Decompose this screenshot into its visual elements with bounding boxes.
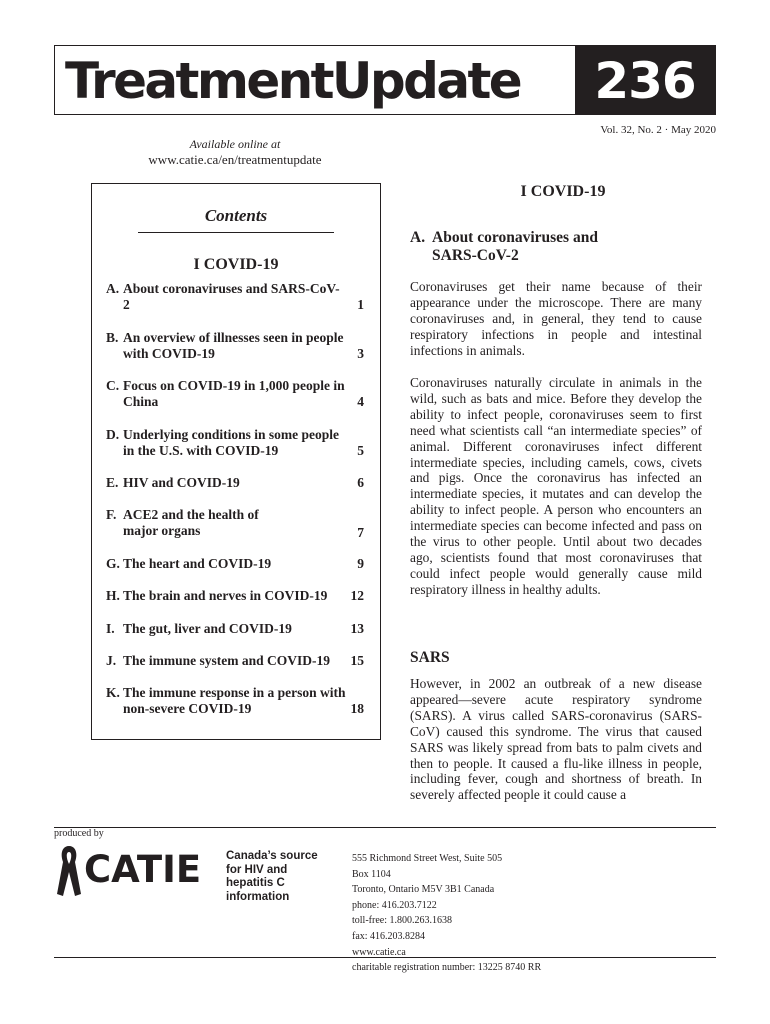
toc-item-letter: H. <box>106 588 120 603</box>
masthead <box>54 45 716 115</box>
toc-item-letter: G. <box>106 556 120 571</box>
article-subheading-text: About coronaviruses and SARS-CoV-2 <box>432 229 598 264</box>
produced-by-label: produced by <box>54 828 104 839</box>
toc-item-text: Focus on COVID-19 in 1,000 people in China <box>123 378 345 409</box>
article-paragraph-3: However, in 2002 an outbreak of a new disease appeared—severe acute respiratory syndrome (SARS). A virus called SARS-coronavirus (SARS-CoV) caused this syndrome. The virus that caused SARS was likely spread from bats to palm civets and then to people. It caused a flu-like illness in people, including fever, cough and shortness of breath. In severely affected people it could cause a <box>410 676 702 803</box>
catie-tagline: Canada’s source for HIV and hepatitis C information <box>226 850 318 903</box>
article-paragraph-1: Coronaviruses get their name because of their appearance under the microscope. There are many coronaviruses and, in general, they tend to cause respiratory infections in people and intestinal infections in animals. <box>410 279 702 358</box>
article-section-heading: I COVID-19 <box>520 183 606 200</box>
toc-item-page: 1 <box>357 297 364 312</box>
toc-item-text: An overview of illnesses seen in people with COVID-19 <box>123 330 344 361</box>
awareness-ribbon-icon <box>54 842 84 902</box>
contents-section-title: I COVID-19 <box>193 256 279 273</box>
address-line: 555 Richmond Street West, Suite 505 <box>352 853 503 864</box>
toc-item-text: The immune response in a person with non-severe COVID-19 <box>123 685 346 716</box>
toc-item-page: 13 <box>350 621 364 636</box>
volume-info: Vol. 32, No. 2 · May 2020 <box>600 124 716 136</box>
toc-item-page: 9 <box>357 556 364 571</box>
available-online-label: Available online at <box>189 137 281 151</box>
toc-item-text: The heart and COVID-19 <box>123 556 272 571</box>
toc-item-page: 5 <box>357 443 364 458</box>
toc-item-text: About coronaviruses and SARS-CoV-2 <box>123 281 340 312</box>
contents-heading: Contents <box>204 206 268 225</box>
toc-item-letter: B. <box>106 330 119 345</box>
article-subheading-letter: A. <box>410 229 426 246</box>
toc-item-letter: C. <box>106 378 120 393</box>
toc-item-text: The immune system and COVID-19 <box>123 653 331 668</box>
online-url[interactable]: www.catie.ca/en/treatmentupdate <box>148 152 322 167</box>
toc-item-letter: F. <box>106 507 117 522</box>
toc-item-letter: A. <box>106 281 120 296</box>
address-line: Toronto, Ontario M5V 3B1 Canada <box>352 884 495 896</box>
toll-free-line: toll-free: 1.800.263.1638 <box>352 915 452 927</box>
contents-divider <box>138 232 334 233</box>
catie-logo <box>54 842 214 902</box>
toc-item-page: 12 <box>350 588 364 603</box>
charity-number: charitable registration number: 13225 8740 RR <box>352 962 542 974</box>
toc-item-letter: I. <box>106 621 115 636</box>
toc-item-page: 18 <box>350 701 364 716</box>
toc-item-letter: J. <box>106 653 117 668</box>
toc-item-page: 6 <box>357 475 364 490</box>
toc-item-text: Underlying conditions in some people in the U.S. with COVID-19 <box>123 427 340 458</box>
toc-item-text: HIV and COVID-19 <box>123 475 240 490</box>
toc-item-text: The gut, liver and COVID-19 <box>123 621 292 636</box>
toc-item-page: 7 <box>357 525 364 540</box>
issue-number-box <box>575 46 715 114</box>
publication-title: TreatmentUpdate <box>65 52 521 110</box>
article-paragraph-2: Coronaviruses naturally circulate in animals in the wild, such as bats and mice. Before they develop the ability to infect people, coronaviruses seem to first need what scientists call “an intermediate species” of animal. Different coronaviruses infect different intermediate species, including camels, cows, civets and pigs. Once the coronavirus has infected an intermediate species, it mutates and can develop the ability to infect people. A person who encounters an intermediate species can become infected and pass on the virus to other people. Until about two decades ago, scientists found that most coronaviruses that could infect people would generally cause mild respiratory illness in healthy adults. <box>410 375 702 597</box>
sars-heading: SARS <box>410 649 450 666</box>
toc-item-page: 15 <box>350 653 364 668</box>
table-of-contents <box>91 183 381 740</box>
fax-line: fax: 416.203.8284 <box>352 930 426 942</box>
toc-item-page: 4 <box>357 394 364 409</box>
footer-divider-bottom <box>54 957 716 958</box>
toc-item-text: ACE2 and the health of major organs <box>123 507 259 538</box>
footer-divider-top <box>54 827 716 828</box>
toc-item-text: The brain and nerves in COVID-19 <box>123 588 328 603</box>
toc-item-page: 3 <box>357 346 364 361</box>
issue-number: 236 <box>594 52 696 110</box>
catie-wordmark: CATIE <box>84 848 202 891</box>
address-line: Box 1104 <box>352 868 391 880</box>
toc-item-letter: E. <box>106 475 119 490</box>
article-subheading <box>410 229 716 265</box>
toc-item-letter: D. <box>106 427 120 442</box>
website-link[interactable]: www.catie.ca <box>352 946 406 958</box>
toc-item-letter: K. <box>106 685 120 700</box>
phone-line: phone: 416.203.7122 <box>352 899 437 911</box>
